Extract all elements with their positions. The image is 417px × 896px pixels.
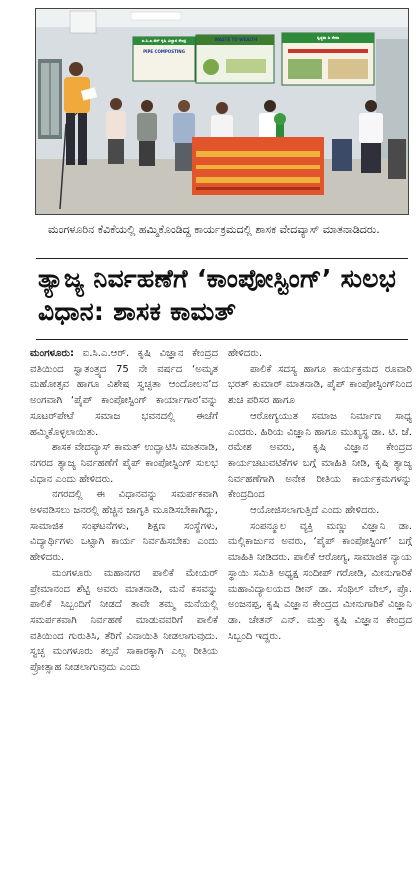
banner-right-title: ಸ್ವಚ್ಛತಾ ಹಿ ಸೇವಾ xyxy=(316,35,340,40)
article-paragraph-6: ಪಾಲಿಕೆ ಸದಸ್ಯ ಹಾಗೂ ಕಾರ್ಯಕ್ರಮದ ರೂವಾರಿ ಭರತ್ ಕುಮಾರ್ ಮಾತನಾಡಿ, ಪೈಪ್ ಕಾಂಪೋಸ್ಟಿಂಗ್‌ನಿಂದ ಶುಚಿ ಪರಿಸರ ಹಾಗೂ xyxy=(228,363,412,407)
article-paragraph-1-text: ಐ.ಸಿ.ಎ.ಆರ್. ಕೃಷಿ ವಿಜ್ಞಾನ ಕೇಂದ್ರದ ವತಿಯಿಂದ ಸ್ವಾತಂತ್ರ್ಯದ 75 ನೇ ವರ್ಷದ ‘ಅಮೃತ ಮಹೋತ್ಸವ ಹಾಗೂ ವಿಶೇಷ ಸ್ವಚ್ಛತಾ ಆಂದೋಲನ’ದ ಅಂಗವಾಗಿ ‘ಪೈಪ್ ಕಾಂಪೋಸ್ಟಿಂಗ್ ಕಾರ್ಯಾಗಾರ’ವನ್ನು ಸೂಟರ್‌ಪೇಟೆ ಸಮಾಜ ಭವನದಲ್ಲಿ ಈಚೆಗೆ ಹಮ್ಮಿಕೊಳ್ಳಲಾಯಿತು. xyxy=(30,348,218,438)
article-column-right xyxy=(228,346,412,644)
article-column-left xyxy=(30,346,218,676)
banner-center-title: WASTE TO WEALTH xyxy=(214,37,258,42)
headline: ತ್ಯಾಜ್ಯ ನಿರ್ವಹಣೆಗೆ ‘ಕಾಂಪೋಸ್ಟಿಂಗ್’ ಸುಲಭ ವಿಧಾನ: ಶಾಸಕ ಕಾಮತ್ xyxy=(38,264,397,326)
article-paragraph-8: ಆಯೋಜಿಸಲಾಗುತ್ತಿದೆ ಎಂದು ಹೇಳಿದರು. xyxy=(250,505,380,517)
dateline: ಮಂಗಳೂರು: xyxy=(30,348,75,359)
article-paragraph-4: ಮಂಗಳೂರು ಮಹಾನಗರ ಪಾಲಿಕೆ ಮೇಯರ್ ಪ್ರೇಮಾನಂದ ಶೆಟ್ಟಿ ಅವರು ಮಾತನಾಡಿ, ಮನೆ ಕಸವನ್ನು ಪಾಲಿಕೆ ಸಿಬ್ಬಂದಿಗೆ ನೀಡದೆ ತಾವೇ ತಮ್ಮ ಮನೆಯಲ್ಲಿ ಸಮರ್ಪಕವಾಗಿ ನಿರ್ವಹಣೆ ಮಾಡುವವರಿಗೆ ಪಾಲಿಕೆ ವತಿಯಿಂದ ಗುರುತಿಸಿ, ತೆರಿಗೆ ವಿನಾಯಿತಿ ನೀಡಲಾಗುವುದು. ಸ್ವಚ್ಛ ಮಂಗಳೂರು ಕಲ್ಪನೆ ಸಾಕಾರಕ್ಕಾಗಿ ಎಲ್ಲ ರೀತಿಯ ಪ್ರೋತ್ಸಾಹ ನೀಡಲಾಗುವುದು ಎಂದು xyxy=(30,567,218,674)
article-paragraph-1 xyxy=(30,346,218,440)
article-paragraph-7: ಆರೋಗ್ಯಯುತ ಸಮಾಜ ನಿರ್ಮಾಣ ಸಾಧ್ಯ ಎಂದರು. ಹಿರಿಯ ವಿಜ್ಞಾನಿ ಹಾಗೂ ಮುಖ್ಯಸ್ಥ ಡಾ. ಟಿ. ಜೆ. ರಮೇಶ ಅವರು, ಕೃಷಿ ವಿಜ್ಞಾನ ಕೇಂದ್ರದ ಕಾರ್ಯಚಟುವಟಿಕೆಗಳ ಬಗ್ಗೆ ಮಾಹಿತಿ ನೀಡಿ, ಕೃಷಿ ತ್ಯಾಜ್ಯ ನಿರ್ವಹಣೆಗಾಗಿ ಅನೇಕ ರೀತಿಯ ಕಾರ್ಯಕ್ರಮಗಳನ್ನು ಕೇಂದ್ರದಿಂದ xyxy=(228,410,412,501)
divider-bottom xyxy=(36,339,408,340)
banner-left-subtitle: PIPE COMPOSTING xyxy=(143,49,185,54)
photo-caption: ಮಂಗಳೂರಿನ ಕೆವಿಕೆಯಲ್ಲಿ ಹಮ್ಮಿಕೊಂಡಿದ್ದ ಕಾರ್ಯಕ್ರಮದಲ್ಲಿ ಶಾಸಕ ವೇದವ್ಯಾಸ್ ಮಾತನಾಡಿದರು. xyxy=(48,223,380,236)
article-paragraph-5: ಹೇಳಿದರು. xyxy=(228,348,263,359)
article-paragraph-9: ಸಂಪನ್ಮೂಲ ವ್ಯಕ್ತಿ ಮಣ್ಣು ವಿಜ್ಞಾನಿ ಡಾ. ಮಲ್ಲಿಕಾರ್ಜುನ ಅವರು, ‘ಪೈಪ್ ಕಾಂಪೋಸ್ಟಿಂಗ್’ ಬಗ್ಗೆ ಮಾಹಿತಿ ನೀಡಿದರು. ಪಾಲಿಕೆ ಆರೋಗ್ಯ, ಸಾಮಾಜಿಕ ನ್ಯಾಯ ಸ್ಥಾಯಿ ಸಮಿತಿ ಅಧ್ಯಕ್ಷ ಸಂದೀಪ್ ಗರೋಡಿ, ಮೀನುಗಾರಿಕೆ ಮಹಾವಿದ್ಯಾಲಯದ ಡೀನ್ ಡಾ. ಸೆಂಥಿಲ್ ವೇಲ್, ಪ್ರೊ. ಅಂಜನಪ್ಪ, ಕೃಷಿ ವಿಜ್ಞಾನ ಕೇಂದ್ರದ ಮೀನುಗಾರಿಕೆ ವಿಜ್ಞಾನಿ ಡಾ. ಚೇತನ್ ಎನ್. ಮತ್ತು ಕೃಷಿ ವಿಜ್ಞಾನ ಕೇಂದ್ರದ ಸಿಬ್ಬಂದಿ ಇದ್ದರು. xyxy=(228,520,412,642)
banner-left-title: ಐ.ಸಿ.ಎ.ಆರ್ ಕೃಷಿ ವಿಜ್ಞಾನ ಕೇಂದ್ರ xyxy=(141,38,187,43)
divider-top xyxy=(36,258,408,259)
event-photo xyxy=(35,8,409,215)
article-paragraph-3: ನಗರದಲ್ಲಿ ಈ ವಿಧಾನವನ್ನು ಸಮರ್ಪಕವಾಗಿ ಅಳವಡಿಸಲು ಜನರಲ್ಲಿ ಹೆಚ್ಚಿನ ಜಾಗೃತಿ ಮೂಡಿಸಬೇಕಾಗಿದ್ದು, ಸಾಮಾಜಿಕ ಸಂಘಟನೆಗಳು, ಶಿಕ್ಷಣ ಸಂಸ್ಥೆಗಳು, ವಿದ್ಯಾರ್ಥಿಗಳು ಒಟ್ಟಾಗಿ ಕಾರ್ಯ ನಿರ್ವಹಿಸಬೇಕು ಎಂದು ಹೇಳಿದರು. xyxy=(30,489,218,564)
article-paragraph-2: ಶಾಸಕ ವೇದವ್ಯಾಸ್ ಕಾಮತ್ ಉದ್ಘಾಟಿಸಿ ಮಾತನಾಡಿ, ನಗರದ ತ್ಯಾಜ್ಯ ನಿರ್ವಹಣೆಗೆ ಪೈಪ್ ಕಾಂಪೋಸ್ಟಿಂಗ್ ಸುಲಭ ವಿಧಾನ ಎಂದು ಹೇಳಿದರು. xyxy=(30,442,218,485)
